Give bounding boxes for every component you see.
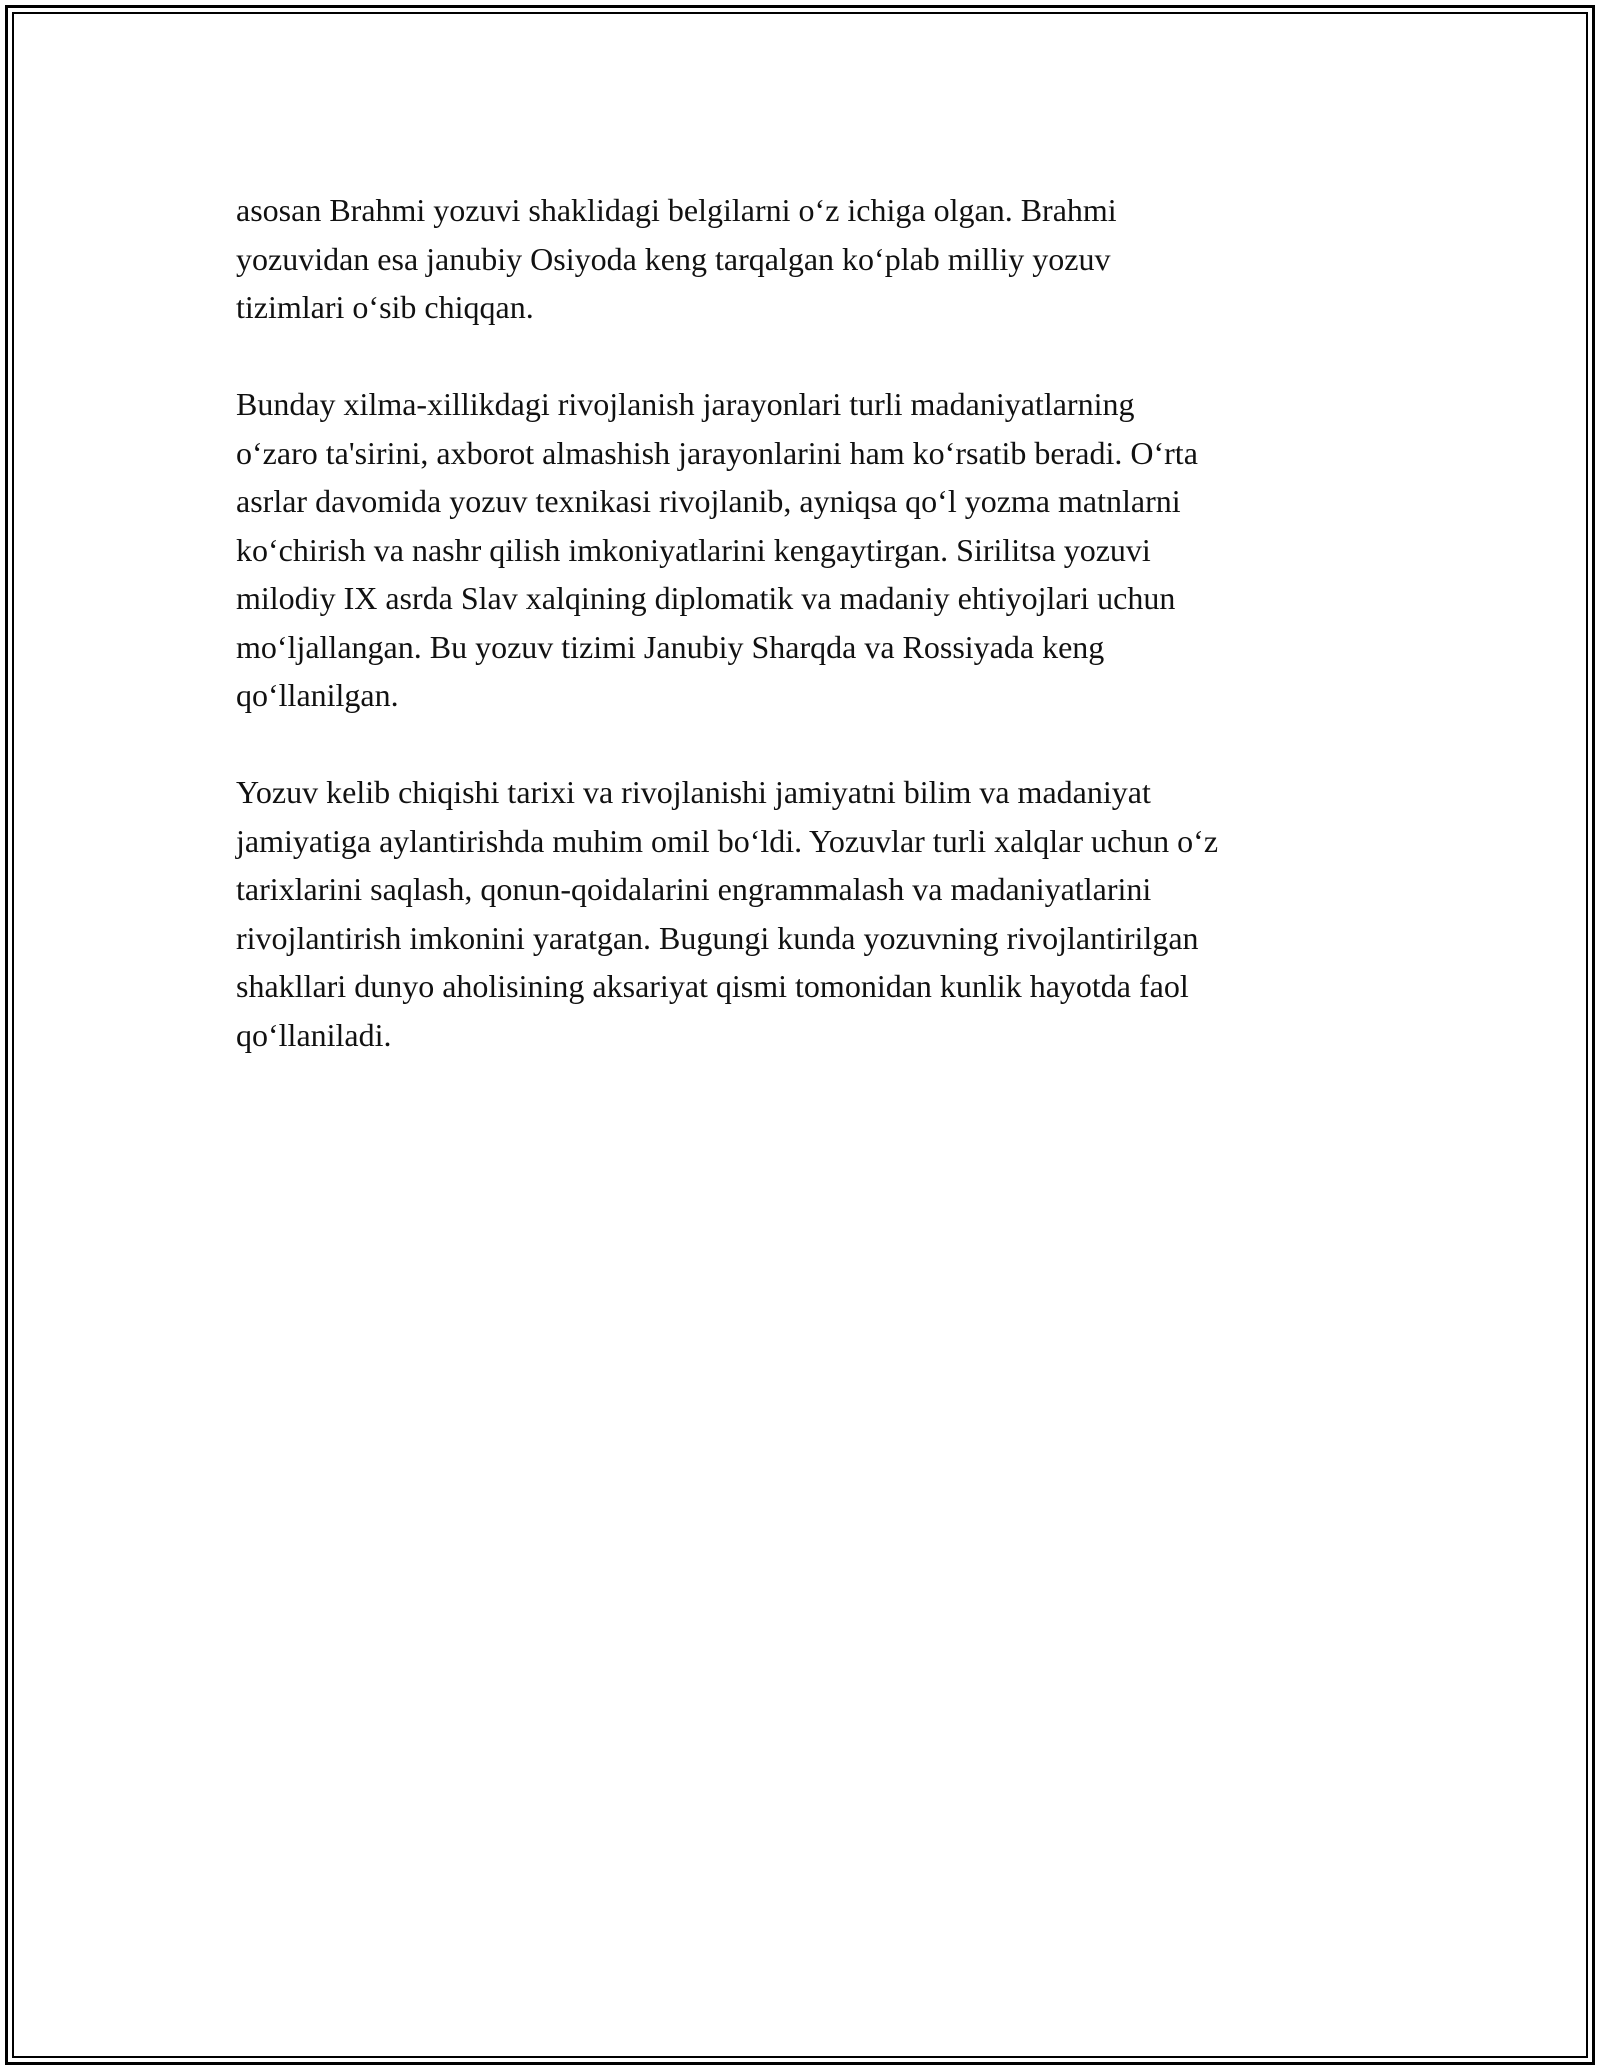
text-line: Yozuv kelib chiqishi tarixi va rivojlanishi jamiyatni bilim va madaniyat (236, 774, 1151, 810)
text-line: o‘zaro ta'sirini, axborot almashish jarayonlarini ham ko‘rsatib beradi. O‘rta (236, 434, 1198, 471)
text-line: qo‘llanilgan. (236, 677, 399, 713)
text-line: jamiyatiga aylantirishda muhim omil bo‘ldi. Yozuvlar turli xalqlar uchun o‘z (236, 822, 1219, 859)
document-body (236, 186, 1386, 1108)
text-line: mo‘ljallangan. Bu yozuv tizimi Janubiy Sharqda va Rossiyada keng (236, 628, 1105, 665)
text-line: tarixlarini saqlash, qonun-qoidalarini engrammalash va madaniyatlarini (236, 871, 1152, 907)
text-line: Bunday xilma-xillikdagi rivojlanish jarayonlari turli madaniyatlarning (236, 386, 1135, 422)
text-line: rivojlantirish imkonini yaratgan. Bugungi kunda yozuvning rivojlantirilgan (236, 919, 1199, 956)
text-line: milodiy IX asrda Slav xalqining diplomatik va madaniy ehtiyojlari uchun (236, 580, 1176, 616)
text-line: qo‘llaniladi. (236, 1016, 392, 1053)
paragraph-1 (236, 186, 1386, 332)
text-line: shakllari dunyo aholisining aksariyat qismi tomonidan kunlik hayotda faol (236, 968, 1189, 1004)
text-line: asrlar davomida yozuv texnikasi rivojlanib, ayniqsa qo‘l yozma matnlarni (236, 483, 1181, 519)
text-line: tizimlari o‘sib chiqqan. (236, 289, 534, 325)
text-line: ko‘chirish va nashr qilish imkoniyatlarini kengaytirgan. Sirilitsa yozuvi (236, 531, 1151, 568)
paragraph-2 (236, 380, 1386, 720)
paragraph-3 (236, 768, 1386, 1059)
text-line: yozuvidan esa janubiy Osiyoda keng tarqalgan ko‘plab milliy yozuv (236, 240, 1111, 277)
text-line: asosan Brahmi yozuvi shaklidagi belgilarni o‘z ichiga olgan. Brahmi (236, 192, 1117, 228)
